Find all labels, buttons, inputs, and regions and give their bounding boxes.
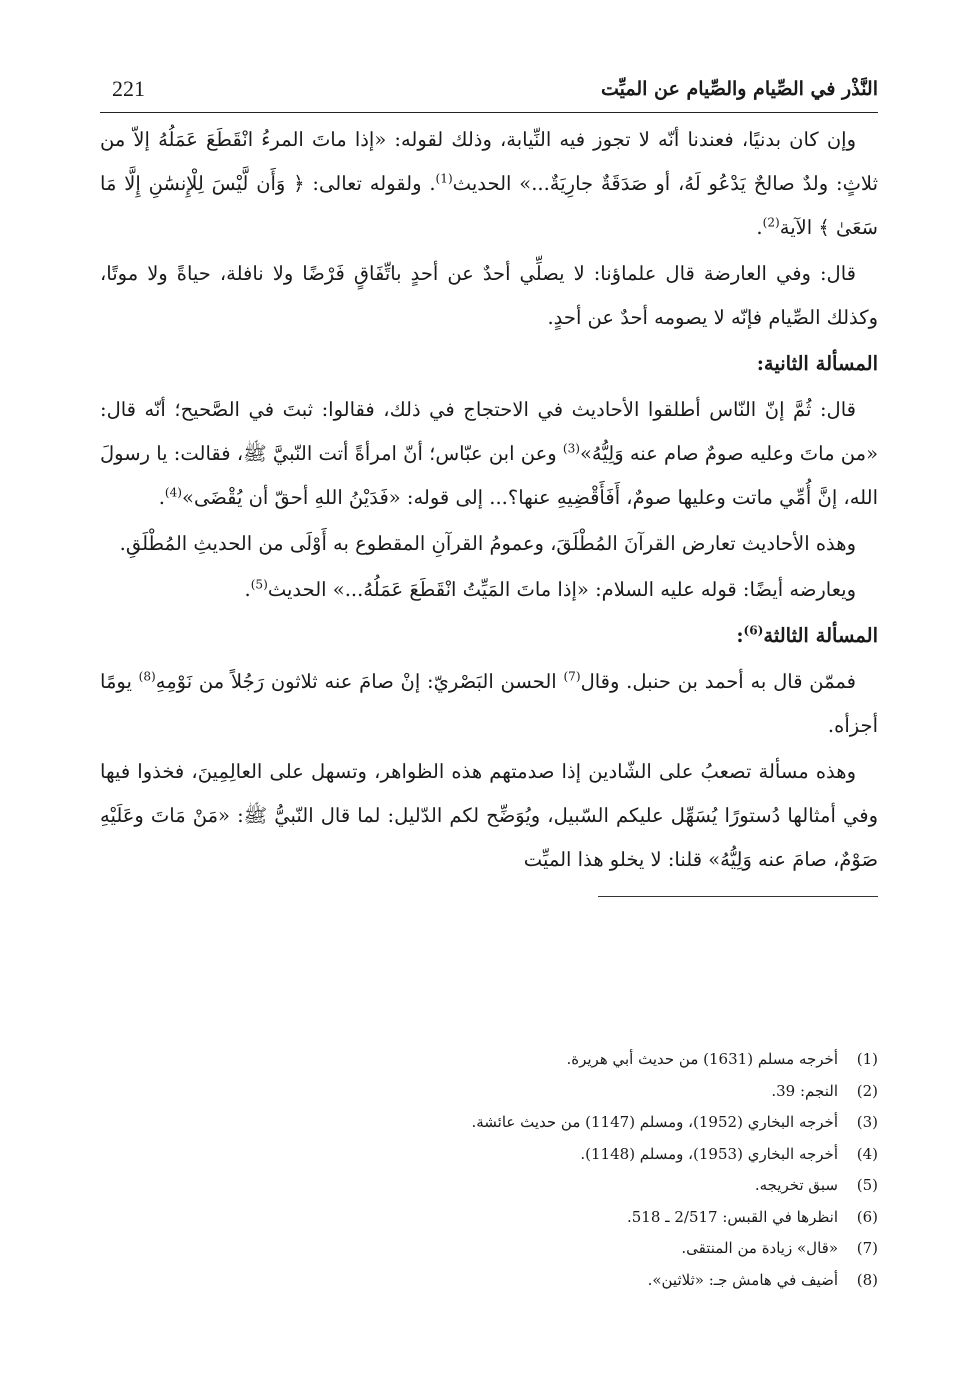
text: . bbox=[158, 486, 165, 509]
text: فممّن قال به أحمد بن حنبل. وقال bbox=[580, 670, 856, 693]
footnotes bbox=[100, 1044, 878, 1296]
page-number: 221 bbox=[112, 76, 145, 101]
footnote-number: (1) bbox=[856, 1050, 878, 1068]
footnote-number: (2) bbox=[856, 1081, 878, 1100]
footnote-item bbox=[100, 1139, 878, 1171]
text: وعن ابن عبّاس؛ أنّ امرأةً أتت النّبيَّ ﷺ، فقالت: يا رسولَ الله، إنَّ أُمِّي ماتت وعليها صومٌ، أَفَأَقْضِيهِ عنها؟... إلى قوله: «فَدَيْنُ اللهِ أحقّ أن يُقْضَى» bbox=[100, 442, 878, 509]
text: . bbox=[244, 578, 251, 601]
footnote-text: أخرجه البخاري (1953)، ومسلم (1148). bbox=[580, 1144, 838, 1163]
paragraph-2: قال: وفي العارضة قال علماؤنا: لا يصلِّي أحدٌ عن أحدٍ باتِّفَاقٍ فَرْضًا ولا نافلة، حياةً ولا موتًا، وكذلك الصِّيام فإنّه لا يصومه أحدٌ عن أحدٍ. bbox=[100, 262, 878, 329]
footnote-number: (6) bbox=[856, 1207, 878, 1226]
text: قال: ثُمَّ إنّ النّاس أطلقوا الأحاديث في الاحتجاج في ذلك، فقالوا: ثبتَ في الصَّحيح؛ أنّه قال: «من ماتَ وعليه صومٌ صام عنه وَلِيُّهُ» bbox=[100, 398, 878, 465]
footnote-ref-1[interactable]: (1) bbox=[435, 171, 453, 186]
footnote-number: (4) bbox=[856, 1144, 878, 1163]
heading-text: المسألة الثالثة bbox=[763, 624, 878, 647]
footnote-text: سبق تخريجه. bbox=[754, 1176, 838, 1194]
footnote-number: (8) bbox=[856, 1270, 878, 1289]
heading-colon: : bbox=[736, 624, 744, 647]
footnote-number: (3) bbox=[856, 1113, 878, 1131]
footnote-item bbox=[100, 1107, 878, 1139]
footnote-item bbox=[100, 1170, 878, 1202]
footnote-text: «قال» زيادة من المنتقى. bbox=[681, 1239, 838, 1257]
footnote-separator bbox=[598, 896, 878, 897]
paragraph-3 bbox=[100, 388, 878, 520]
footnote-text: أخرجه البخاري (1952)، ومسلم (1147) من حديث عائشة. bbox=[471, 1113, 838, 1131]
text: الحسن البَصْريّ: إنْ صامَ عنه ثلاثون رَجُلاً من نَوْمِهِ bbox=[155, 670, 564, 693]
footnote-text: أضيف في هامش جـ: «ثلاثين». bbox=[647, 1270, 838, 1289]
paragraph-5 bbox=[100, 568, 878, 612]
footnote-ref-8[interactable]: (8) bbox=[138, 669, 156, 684]
footnote-ref-5[interactable]: (5) bbox=[250, 577, 268, 592]
text: ويعارضه أيضًا: قوله عليه السلام: «إذا ماتَ المَيِّتُ انْقَطَعَ عَمَلُهُ...» الحديث bbox=[267, 578, 856, 601]
footnote-number: (5) bbox=[856, 1176, 878, 1194]
paragraph-7: وهذه مسألة تصعبُ على الشّادين إذا صدمتهم هذه الظواهر، وتسهل على العالِمِينَ، فخذوا فيها وفي أمثالها دُستورًا يُسَهِّل عليكم السّبيل، ويُوَضِّح لكم الدّليل: لما قال النّبيُّ ﷺ: «مَنْ مَاتَ وعَلَيْهِ صَوْمٌ، صامَ عنه وَلِيُّهُ» قلنا: لا يخلو هذا الميِّت bbox=[100, 760, 878, 871]
footnote-text: أخرجه مسلم (1631) من حديث أبي هريرة. bbox=[566, 1050, 838, 1068]
footnote-item bbox=[100, 1233, 878, 1265]
footnote-item bbox=[100, 1202, 878, 1234]
paragraph-1 bbox=[100, 118, 878, 250]
footnote-ref-2[interactable]: (2) bbox=[762, 215, 780, 230]
running-title: النَّذْر في الصِّيام والصِّيام عن الميِّت bbox=[600, 78, 878, 100]
paragraph-4: وهذه الأحاديث تعارض القرآنَ المُطْلَقَ، وعمومُ القرآنِ المقطوع به أَوْلَى من الحديثِ المُطْلَقِ. bbox=[119, 532, 856, 555]
footnote-item bbox=[100, 1076, 878, 1108]
footnote-number: (7) bbox=[856, 1239, 878, 1257]
footnote-ref-6[interactable]: (6) bbox=[743, 623, 764, 638]
text: . ولقوله تعالى: ﴿ وَأَن لَّيْسَ لِلْإِنسَٰنِ إِلَّا مَا سَعَىٰ ﴾ الآية bbox=[100, 172, 878, 239]
section-heading-2: المسألة الثانية: bbox=[756, 352, 878, 375]
footnote-ref-3[interactable]: (3) bbox=[562, 441, 580, 456]
text: . bbox=[756, 216, 763, 239]
paragraph-6 bbox=[100, 660, 878, 748]
page-header bbox=[100, 72, 878, 113]
text: وإن كان بدنيًا، فعندنا أنّه لا تجوز فيه النِّيابة، وذلك لقوله: «إذا ماتَ المرءُ انْقَطَعَ عَمَلُهُ إلاّ من ثلاثٍ: ولدٌ صالحٌ يَدْعُو لَهُ، أو صَدَقَةٌ جارِيَةٌ...» الحديث bbox=[100, 128, 878, 195]
section-heading-3 bbox=[100, 614, 878, 658]
footnote-item bbox=[100, 1044, 878, 1076]
footnote-text: النجم: 39. bbox=[771, 1081, 838, 1100]
footnote-text: انظرها في القبس: 2/517 ـ 518. bbox=[626, 1207, 838, 1226]
footnote-item bbox=[100, 1265, 878, 1297]
footnote-ref-4[interactable]: (4) bbox=[164, 485, 183, 500]
text: يومًا أجزأه. bbox=[100, 670, 878, 737]
main-text bbox=[100, 118, 878, 897]
footnote-ref-7[interactable]: (7) bbox=[563, 669, 581, 684]
